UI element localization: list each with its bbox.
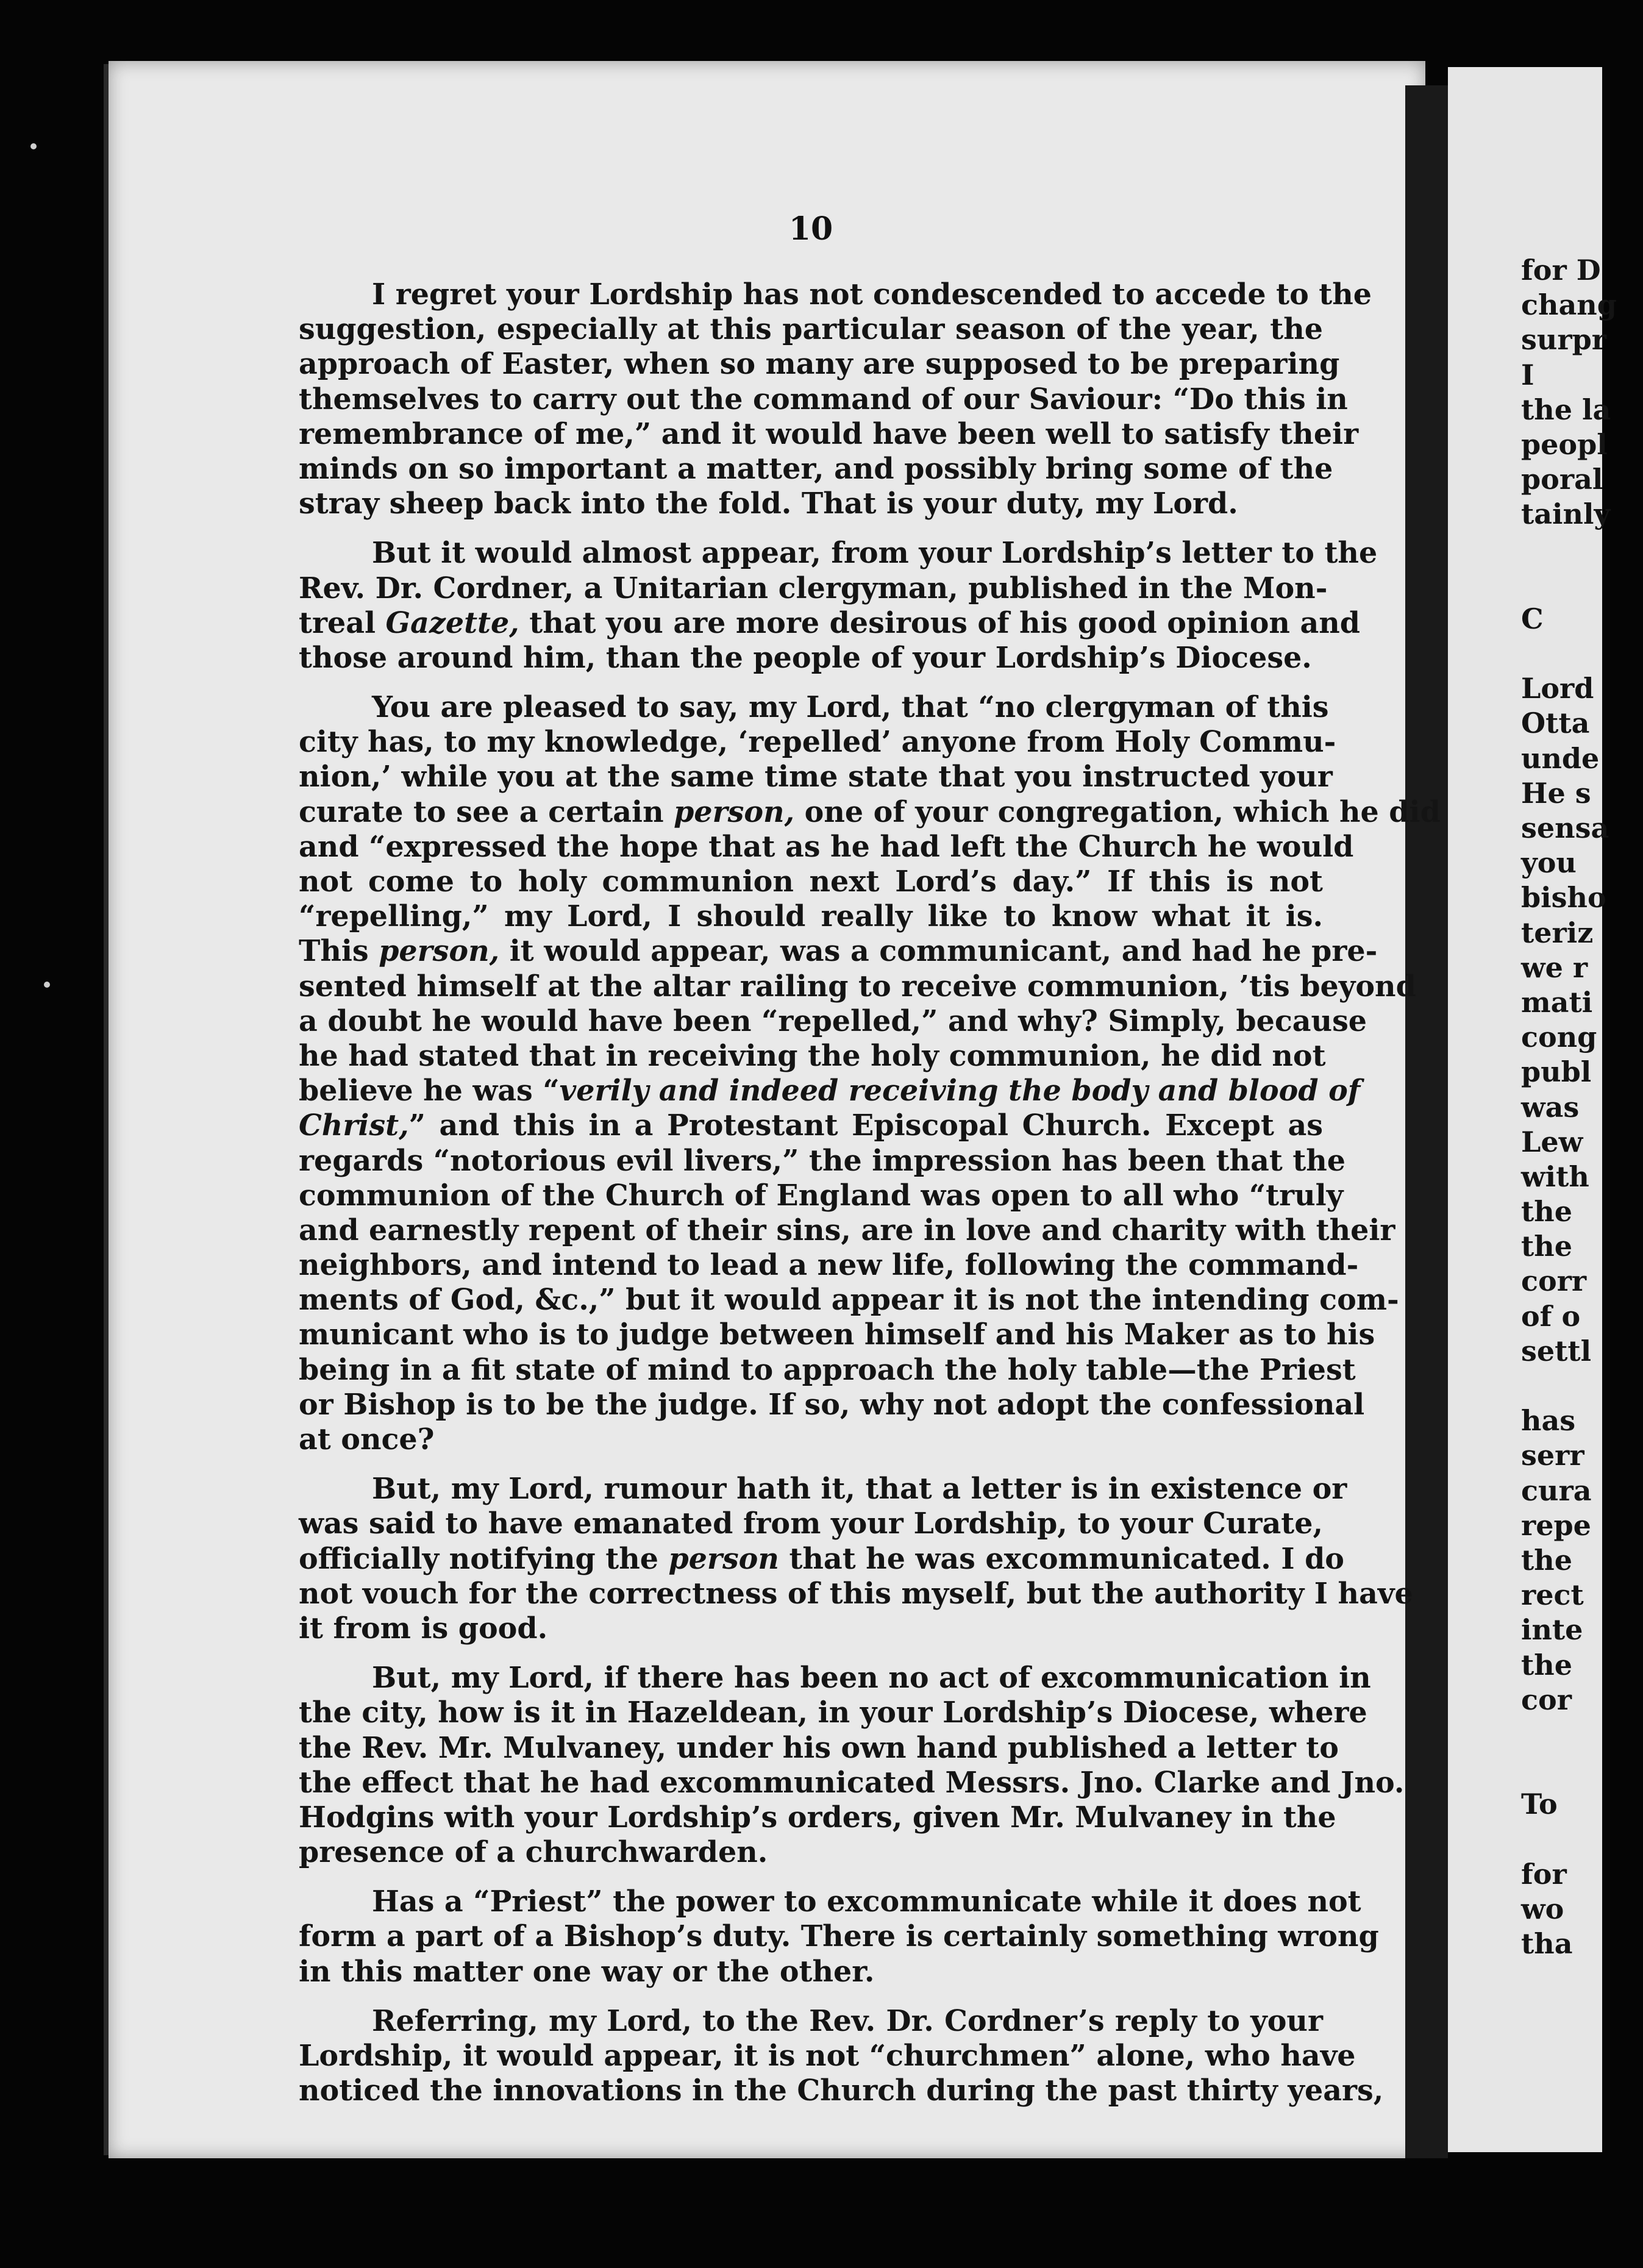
text-line (299, 1661, 1371, 1696)
text-line (299, 1576, 1413, 1611)
page-number: 10 (788, 210, 833, 248)
paragraph-gap (299, 1646, 1323, 1661)
facing-page-fragment: has (1521, 1404, 1576, 1438)
facing-page-fragment: wo (1521, 1892, 1564, 1925)
facing-page-fragment: serr (1521, 1439, 1584, 1472)
text-line (299, 1885, 1361, 1919)
text-run: Referring, my Lord, to the Rev. Dr. Cordner’s reply to your (372, 2003, 1323, 2038)
text-line (299, 1696, 1367, 1730)
text-run: ” and this in a Protestant Episcopal Church. Except as (408, 1108, 1323, 1143)
facing-page-fragment: you (1521, 846, 1577, 880)
text-line (299, 690, 1329, 725)
facing-page-fragment: inte (1521, 1613, 1583, 1647)
text-run: presence of a churchwarden. (299, 1835, 768, 1870)
text-run: it from is good. (299, 1611, 548, 1646)
text-line (299, 1765, 1405, 1800)
text-run: or Bishop is to be the judge. If so, why not adopt the confessional (299, 1387, 1365, 1422)
text-line (299, 1422, 1323, 1457)
text-line (299, 536, 1378, 571)
text-run: it would appear, was a communicant, and had he pre- (499, 934, 1378, 969)
paragraph-gap (299, 676, 1323, 690)
text-run: was said to have emanated from your Lordship, to your Curate, (299, 1507, 1323, 1541)
text-line (299, 829, 1354, 865)
text-run: Rev. Dr. Cordner, a Unitarian clergyman, published in the Mon- (299, 571, 1328, 605)
text-run: the effect that he had excommunicated Messrs. Jno. Clarke and Jno. (299, 1765, 1405, 1800)
text-line (299, 865, 1323, 899)
italic-text: person (668, 1541, 779, 1576)
facing-page-fragment (1521, 1717, 1643, 1752)
text-line (299, 605, 1361, 641)
text-line (299, 760, 1333, 794)
text-run: Hodgins with your Lordship’s orders, given Mr. Mulvaney in the (299, 1800, 1336, 1835)
facing-page-text (1521, 253, 1643, 1961)
text-run: believe he was “ (299, 1074, 560, 1108)
facing-page-fragment: chang (1521, 288, 1617, 322)
text-run: those around him, than the people of your Lordship’s Diocese. (299, 640, 1312, 675)
text-run: city has, to my knowledge, ‘repelled’ anyone from Holy Commu- (299, 725, 1336, 760)
text-line (299, 969, 1416, 1004)
text-run: But, my Lord, if there has been no act of excommunication in (372, 1661, 1371, 1696)
text-line (299, 1178, 1344, 1213)
text-run: sented himself at the altar railing to receive communion, ’tis beyond (299, 969, 1416, 1004)
facing-page-fragment: cor (1521, 1683, 1572, 1716)
text-run: noticed the innovations in the Church during the past thirty years, (299, 2074, 1384, 2108)
facing-page-fragment: tainly (1521, 497, 1611, 531)
text-line (299, 277, 1372, 312)
facing-page-fragment: teriz (1521, 916, 1594, 949)
facing-page-fragment: poral (1521, 463, 1603, 496)
facing-page-fragment: cura (1521, 1474, 1592, 1507)
scan-speck (44, 982, 50, 988)
facing-page-fragment: settl (1521, 1334, 1592, 1368)
text-line (299, 1507, 1323, 1541)
text-line (299, 1955, 1323, 1989)
facing-page-fragment: was (1521, 1090, 1580, 1124)
text-line (299, 2004, 1323, 2039)
facing-page-fragment: with (1521, 1160, 1589, 1193)
text-run: minds on so important a matter, and possibly bring some of the (299, 451, 1333, 486)
facing-page-fragment: for (1521, 1857, 1567, 1891)
italic-text: Gazette, (385, 605, 519, 640)
facing-page-fragment (1521, 567, 1643, 602)
facing-page-fragment: C (1521, 602, 1544, 635)
text-line (299, 1611, 1323, 1646)
text-line (299, 641, 1323, 676)
facing-page-fragment: Lord (1521, 672, 1594, 705)
facing-page-fragment (1521, 1752, 1643, 1787)
italic-text: Christ, (299, 1108, 409, 1143)
text-run: Lordship, it would appear, it is not “churchmen” alone, who have (299, 2039, 1356, 2073)
text-run: municant who is to judge between himself and his Maker as to his (299, 1318, 1375, 1352)
text-run: that he was excommunicated. I do (779, 1541, 1344, 1576)
text-line (299, 1835, 1323, 1870)
facing-page-fragment: for D (1521, 254, 1601, 287)
facing-page-fragment: He s (1521, 776, 1591, 810)
text-run: in this matter one way or the other. (299, 1954, 875, 1989)
facing-page-fragment: Lew (1521, 1125, 1583, 1158)
text-run: officially notifying the (299, 1541, 669, 1576)
text-run: the city, how is it in Hazeldean, in your Lordship’s Diocese, where (299, 1696, 1367, 1730)
facing-page-fragment: Otta (1521, 707, 1590, 740)
facing-page-fragment: the (1521, 1195, 1572, 1228)
text-line (299, 487, 1323, 521)
facing-page-fragment: surpr (1521, 323, 1606, 357)
text-run: curate to see a certain (299, 794, 674, 829)
facing-page-fragment: repe (1521, 1508, 1591, 1542)
facing-page-fragment: rect (1521, 1578, 1584, 1612)
text-run: ments of God, &c.,” but it would appear it is not the intending com- (299, 1283, 1399, 1318)
facing-page-fragment: we r (1521, 950, 1588, 984)
text-line (299, 347, 1340, 382)
text-line (299, 1143, 1346, 1179)
paragraph-gap (299, 1457, 1323, 1472)
text-line (299, 1283, 1399, 1318)
facing-page-fragment: corr (1521, 1264, 1587, 1298)
text-run: he had stated that in receiving the holy communion, he did not (299, 1038, 1326, 1073)
text-line (299, 571, 1328, 606)
text-line (299, 1248, 1359, 1283)
facing-page-fragment (1521, 1822, 1643, 1856)
facing-page-fragment: of o (1521, 1299, 1581, 1333)
text-run: one of your congregation, which he did (794, 794, 1441, 829)
italic-text: person, (379, 934, 500, 969)
text-line (299, 2074, 1384, 2108)
facing-page-fragment: the (1521, 1648, 1572, 1681)
text-run: and earnestly repent of their sins, are in love and charity with their (299, 1213, 1395, 1247)
text-run: that you are more desirous of his good opinion and (519, 605, 1361, 640)
text-line (299, 416, 1359, 452)
text-line (299, 1800, 1336, 1835)
text-run: treal (299, 605, 386, 640)
facing-page-fragment (1521, 1369, 1643, 1403)
text-run: themselves to carry out the command of our Saviour: “Do this in (299, 382, 1348, 416)
paragraph-gap (299, 1989, 1323, 2004)
text-run: neighbors, and intend to lead a new life, following the command- (299, 1248, 1359, 1283)
facing-page-fragment: I (1521, 358, 1534, 391)
scan-speck (30, 143, 37, 149)
text-line (299, 1387, 1365, 1422)
text-line (299, 1004, 1367, 1039)
text-line (299, 934, 1378, 969)
facing-page-fragment: unde (1521, 741, 1600, 775)
book-gutter (1405, 85, 1448, 2158)
facing-page-fragment: To (1521, 1788, 1558, 1821)
text-line (299, 1472, 1347, 1507)
text-line (299, 1730, 1339, 1766)
text-run: a doubt he would have been “repelled,” and why? Simply, because (299, 1004, 1367, 1038)
facing-page-fragment: the la (1521, 393, 1611, 426)
text-line (299, 1318, 1375, 1352)
facing-page-fragment: mati (1521, 985, 1593, 1019)
text-line (299, 1541, 1344, 1577)
text-run: approach of Easter, when so many are supposed to be preparing (299, 347, 1340, 382)
facing-page-fragment: the (1521, 1230, 1572, 1263)
text-run: not come to holy communion next Lord’s day.” If this is not (299, 865, 1323, 899)
text-run: not vouch for the correctness of this myself, but the authority I have (299, 1576, 1413, 1611)
text-run: form a part of a Bishop’s duty. There is certainly something wrong (299, 1919, 1379, 1954)
text-line (299, 1074, 1361, 1108)
facing-page-fragment: cong (1521, 1021, 1597, 1054)
text-line (299, 1919, 1379, 1954)
facing-page-fragment: publ (1521, 1055, 1592, 1089)
text-run: the Rev. Mr. Mulvaney, under his own hand published a letter to (299, 1730, 1339, 1765)
text-line (299, 899, 1323, 934)
text-line (299, 451, 1333, 487)
facing-page-fragment: bisho (1521, 881, 1606, 915)
text-line (299, 2039, 1356, 2074)
text-line (299, 1213, 1395, 1248)
facing-page-fragment: tha (1521, 1927, 1573, 1960)
text-run: “repelling,” my Lord, I should really like to know what it is. (299, 899, 1323, 934)
text-run: But, my Lord, rumour hath it, that a letter is in existence or (372, 1472, 1347, 1507)
text-run: and “expressed the hope that as he had left the Church he would (299, 829, 1354, 864)
text-run: remembrance of me,” and it would have been well to satisfy their (299, 416, 1359, 451)
text-line (299, 1352, 1356, 1388)
italic-text: verily and indeed receiving the body and blood of (559, 1074, 1361, 1108)
text-run: communion of the Church of England was open to all who “truly (299, 1178, 1344, 1213)
text-line (299, 312, 1323, 347)
text-run: nion,’ while you at the same time state that you instructed your (299, 760, 1333, 794)
facing-page-fragment (1521, 637, 1643, 671)
facing-page-fragment (1521, 532, 1643, 567)
facing-page-fragment: the (1521, 1543, 1572, 1577)
text-run: at once? (299, 1422, 435, 1457)
paragraph-gap (299, 1870, 1323, 1885)
text-line (299, 725, 1336, 760)
text-run: But it would almost appear, from your Lordship’s letter to the (372, 536, 1378, 571)
text-run: regards “notorious evil livers,” the impression has been that the (299, 1143, 1346, 1178)
text-line (299, 1108, 1323, 1143)
italic-text: person, (674, 794, 795, 829)
text-run: Has a “Priest” the power to excommunicate while it does not (372, 1885, 1361, 1919)
text-run: stray sheep back into the fold. That is your duty, my Lord. (299, 487, 1238, 521)
text-run: You are pleased to say, my Lord, that “no clergyman of this (372, 690, 1329, 725)
facing-page-fragment: peopl (1521, 427, 1608, 461)
text-line (299, 794, 1441, 830)
text-run: suggestion, especially at this particular season of the year, the (299, 312, 1323, 347)
text-line (299, 382, 1348, 417)
text-run: This (299, 934, 379, 969)
facing-page-fragment: sensa (1521, 811, 1609, 844)
text-line (299, 1038, 1326, 1074)
text-run: being in a fit state of mind to approach the holy table—the Priest (299, 1352, 1356, 1387)
paragraph-gap (299, 521, 1323, 536)
body-text (299, 277, 1441, 2108)
text-run: I regret your Lordship has not condescended to accede to the (372, 277, 1372, 312)
